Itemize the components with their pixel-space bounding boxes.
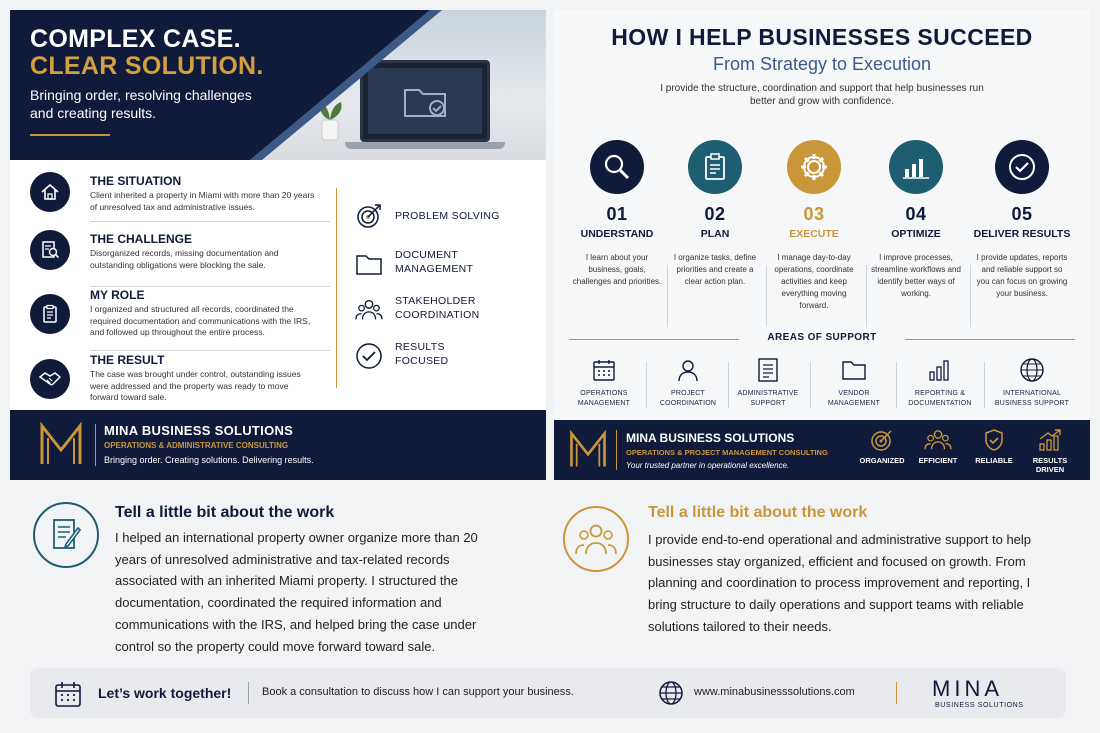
step-desc: I improve processes, streamline workflows and identify better ways of working. [871,253,961,298]
skill-label: RESULTS FOCUSED [395,341,449,367]
section-text: The case was brought under control, outstanding issues were addressed and the property was ready to move forward toward sale. [90,369,301,402]
company-tagline: OPERATIONS & PROJECT MANAGEMENT CONSULTING [626,448,828,457]
skill-label: STAKEHOLDER COORDINATION [395,295,480,321]
work-text: I provide end-to-end operational and administrative support to help businesses stay organized, efficient and focused on growth. From planning and coordination to process improvement and reporting, I bring structure to daily operations and support teams with reliable solutions tailored to their needs. [648,532,1032,634]
globe-icon [658,680,684,706]
step-plan [665,140,765,288]
section-heading: THE SITUATION [90,174,182,188]
document-pen-icon [33,502,99,568]
section-result [30,351,320,407]
company-slogan: Bringing order. Creating solutions. Delivering results. [104,455,314,465]
company-slogan: Your trusted partner in operational excellence. [626,461,790,470]
bar-chart-icon [898,356,982,384]
badge-efficient [912,428,964,465]
left-footer [10,410,546,480]
cta-divider [896,682,897,704]
area-administrative-support [726,356,810,409]
section-heading: MY ROLE [90,288,145,302]
vertical-divider [336,188,337,388]
section-my-role [30,286,320,350]
brand-subtext: BUSINESS SOLUTIONS [935,702,1024,709]
area-divider [810,362,811,408]
step-number: 05 [1011,204,1033,224]
badge-label: RELIABLE [975,456,1013,465]
skill-label: DOCUMENT MANAGEMENT [395,249,474,275]
area-label: PROJECT COORDINATION [659,390,717,407]
step-divider [667,265,668,327]
area-label: ADMINISTRATIVE SUPPORT [737,390,799,407]
badge-label: EFFICIENT [918,456,958,465]
section-heading: THE RESULT [90,353,165,367]
gear-icon [787,140,841,194]
skill-problem-solving [355,200,540,234]
badge-label: RESULTS DRIVEN [1032,456,1068,474]
mina-logo [568,430,608,470]
step-title: DELIVER RESULTS [973,228,1071,240]
folder-icon [355,250,383,278]
company-tagline: OPERATIONS & ADMINISTRATIVE CONSULTING [104,441,289,450]
section-situation [30,172,320,228]
case-subtitle: Bringing order, resolving challenges and creating results. [30,87,252,121]
area-label: OPERATIONS MANAGEMENT [577,390,631,407]
clipboard-icon [688,140,742,194]
step-title: OPTIMIZE [891,228,941,240]
people-icon [912,428,964,452]
step-title: UNDERSTAND [580,228,654,240]
badge-organized [856,428,908,465]
globe-icon [986,356,1078,384]
area-divider [728,362,729,408]
step-understand [567,140,667,288]
step-number: 01 [606,204,628,224]
calendar-icon [54,680,82,708]
shield-check-icon [968,428,1020,452]
step-title: PLAN [700,228,730,240]
step-number: 03 [803,204,825,224]
step-execute [764,140,864,312]
folder-icon [812,356,896,384]
skill-results-focused [355,340,540,374]
hero-banner [10,10,546,160]
section-text: I organized and structured all records, coordinated the required documentation and communications with the IRS, and followed up throughout the entire process. [90,304,311,337]
step-title: EXECUTE [789,228,839,240]
growth-chart-icon [1024,428,1076,452]
website-link[interactable]: www.minabusinesssolutions.com [694,686,855,698]
cta-bar [30,668,1066,718]
badge-reliable [968,428,1020,465]
step-desc: I provide updates, reports and reliable support so you can focus on growing your business. [976,253,1068,298]
area-operations-management [562,356,646,409]
target-icon [856,428,908,452]
team-icon [563,506,629,572]
clipboard-icon [30,294,70,334]
target-icon [355,202,383,230]
section-challenge [30,230,320,286]
gold-rule [30,134,110,136]
area-label: INTERNATIONAL BUSINESS SUPPORT [994,390,1070,407]
work-heading: Tell a little bit about the work [115,504,335,521]
document-search-icon [30,230,70,270]
company-name: MINA BUSINESS SOLUTIONS [626,431,795,445]
skill-document-management [355,248,540,282]
work-text: I helped an international property owner organize more than 20 years of unresolved administrative and tax-related records associated with an inherited Miami property. I structured the documentation, coordinated the required information and communications with the IRS, and helped bring the case under control so the property could move forward toward sale. [115,530,478,654]
badge-results-driven [1024,428,1076,474]
step-desc: I manage day-to-day operations, coordinate activities and keep everything moving forward. [774,253,854,310]
area-vendor-management [812,356,896,409]
step-deliver-results [972,140,1072,300]
services-subtitle: From Strategy to Execution [712,54,932,74]
cta-text[interactable]: Book a consultation to discuss how I can support your business. [262,686,574,698]
services-intro: I provide the structure, coordination and support that help businesses run better and grow with confidence. [660,83,984,107]
step-divider [866,265,867,327]
step-optimize [866,140,966,300]
services-card [554,10,1090,480]
cta-divider [248,682,249,704]
divider [90,221,330,222]
area-label: VENDOR MANAGEMENT [827,390,881,407]
bar-chart-icon [889,140,943,194]
mina-logo [38,422,84,468]
document-icon [726,356,810,384]
services-title: HOW I HELP BUSINESSES SUCCEED [611,24,1033,50]
area-divider [646,362,647,408]
areas-title: AREAS OF SUPPORT [767,332,877,343]
case-study-card [10,10,546,480]
section-text: Client inherited a property in Miami with more than 20 years of unresolved tax and administrative issues. [90,190,315,212]
house-icon [30,172,70,212]
area-reporting-documentation [898,356,982,409]
step-desc: I organize tasks, define priorities and create a clear action plan. [673,253,757,286]
magnifier-icon [590,140,644,194]
step-desc: I learn about your business, goals, challenges and priorities. [572,253,662,286]
handshake-icon [30,359,70,399]
laptop-base [345,142,505,149]
area-divider [984,362,985,408]
skill-label: PROBLEM SOLVING [395,210,500,222]
folder-check-icon [403,84,447,118]
area-label: REPORTING & DOCUMENTATION [908,390,972,407]
right-footer [554,420,1090,480]
company-name: MINA BUSINESS SOLUTIONS [104,423,294,438]
step-divider [766,265,767,327]
step-number: 02 [704,204,726,224]
section-heading: THE CHALLENGE [90,232,192,246]
check-circle-icon [355,342,383,370]
area-project-coordination [646,356,730,409]
laptop-image [360,60,490,142]
check-icon [995,140,1049,194]
area-divider [896,362,897,408]
step-number: 04 [905,204,927,224]
person-icon [646,356,730,384]
step-divider [970,265,971,327]
brand-logo-text: MINA [932,676,1003,701]
section-text: Disorganized records, missing documentation and outstanding obligations were blocking the sale. [90,248,279,270]
gold-line [905,339,1075,340]
calendar-grid-icon [562,356,646,384]
badge-label: ORGANIZED [859,456,905,465]
case-title: COMPLEX CASE. CLEAR SOLUTION. [30,25,264,80]
footer-divider [95,424,96,466]
area-international-business-support [986,356,1078,409]
areas-of-support-heading [569,332,1075,346]
cta-title: Let’s work together! [98,685,232,701]
skill-stakeholder-coordination [355,294,540,328]
people-icon [355,296,383,324]
work-heading: Tell a little bit about the work [648,504,868,521]
footer-divider [616,430,617,470]
